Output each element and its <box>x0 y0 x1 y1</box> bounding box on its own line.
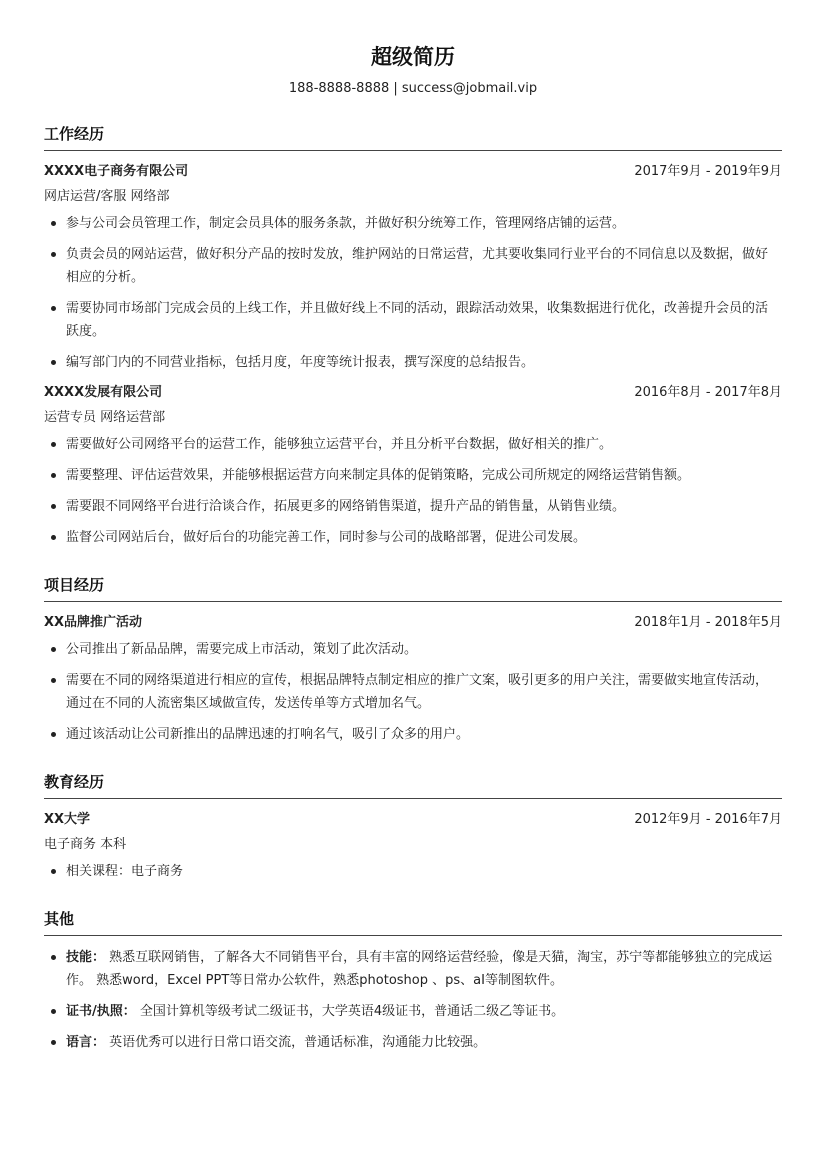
school-name: XX大学 <box>44 812 91 827</box>
education-major: 电子商务 本科 <box>44 837 127 852</box>
education-section-title: 教育经历 <box>44 772 782 799</box>
work-date: 2016年8月 - 2017年8月 <box>634 385 782 400</box>
list-item: 监督公司网站后台，做好后台的功能完善工作，同时参与公司的战略部署，促进公司发展。 <box>66 526 782 549</box>
list-item: 需要做好公司网络平台的运营工作，能够独立运营平台，并且分析平台数据，做好相关的推广。 <box>66 433 782 456</box>
work-bullets <box>44 433 782 549</box>
education-entry <box>44 809 782 883</box>
list-item: 需要在不同的网络渠道进行相应的宣传，根据品牌特点制定相应的推广文案，吸引更多的用户关注，需要做实地宣传活动，通过在不同的人流密集区域做宣传，发送传单等方式增加名气。 <box>66 669 782 715</box>
certificates-label: 证书/执照： <box>66 1004 136 1019</box>
project-date: 2018年1月 - 2018年5月 <box>634 615 782 630</box>
project-bullets <box>44 638 782 746</box>
education-bullets <box>44 860 782 883</box>
list-item <box>66 1031 782 1054</box>
project-entry <box>44 612 782 746</box>
other-bullets <box>44 946 782 1054</box>
other-section-title: 其他 <box>44 909 782 936</box>
certificates-text: 全国计算机等级考试二级证书，大学英语4级证书，普通话二级乙等证书。 <box>135 1004 565 1019</box>
project-section <box>44 575 782 746</box>
list-item: 参与公司会员管理工作，制定会员具体的服务条款，并做好积分统筹工作，管理网络店铺的运营。 <box>66 212 782 235</box>
project-name: XX品牌推广活动 <box>44 615 143 630</box>
language-text: 英语优秀可以进行日常口语交流，普通话标准，沟通能力比较强。 <box>105 1035 487 1050</box>
education-section <box>44 772 782 883</box>
resume-name: 超级简历 <box>371 45 455 69</box>
work-section <box>44 124 782 549</box>
other-section <box>44 909 782 1054</box>
list-item: 需要协同市场部门完成会员的上线工作，并且做好线上不同的活动，跟踪活动效果，收集数据进行优化，改善提升会员的活跃度。 <box>66 297 782 343</box>
list-item <box>66 1000 782 1023</box>
company-name: XXXX发展有限公司 <box>44 385 163 400</box>
work-bullets <box>44 212 782 374</box>
list-item: 公司推出了新品品牌，需要完成上市活动，策划了此次活动。 <box>66 638 782 661</box>
work-date: 2017年9月 - 2019年9月 <box>634 164 782 179</box>
language-label: 语言： <box>66 1035 106 1050</box>
list-item: 通过该活动让公司新推出的品牌迅速的打响名气，吸引了众多的用户。 <box>66 723 782 746</box>
list-item: 相关课程：电子商务 <box>66 860 782 883</box>
list-item <box>66 946 782 992</box>
work-section-title: 工作经历 <box>44 124 782 151</box>
skills-text: 熟悉互联网销售，了解各大不同销售平台，具有丰富的网络运营经验，像是天猫，淘宝，苏宁等都能够独立的完成运作。 熟悉word，Excel PPT等日常办公软件，熟悉photoshop 、ps、aI等制图软件。 <box>66 950 773 988</box>
project-section-title: 项目经历 <box>44 575 782 602</box>
education-date: 2012年9月 - 2016年7月 <box>634 812 782 827</box>
contact-info: 188-8888-8888 | success@jobmail.vip <box>288 81 538 96</box>
work-entry <box>44 382 782 549</box>
work-role: 运营专员 网络运营部 <box>44 410 166 425</box>
company-name: XXXX电子商务有限公司 <box>44 164 189 179</box>
list-item: 编写部门内的不同营业指标，包括月度，年度等统计报表，撰写深度的总结报告。 <box>66 351 782 374</box>
list-item: 需要跟不同网络平台进行洽谈合作，拓展更多的网络销售渠道，提升产品的销售量，从销售业绩。 <box>66 495 782 518</box>
work-entry <box>44 161 782 374</box>
work-role: 网店运营/客服 网络部 <box>44 189 170 204</box>
list-item: 需要整理、评估运营效果，并能够根据运营方向来制定具体的促销策略，完成公司所规定的网络运营销售额。 <box>66 464 782 487</box>
list-item: 负责会员的网站运营，做好积分产品的按时发放，维护网站的日常运营，尤其要收集同行业平台的不同信息以及数据，做好相应的分析。 <box>66 243 782 289</box>
skills-label: 技能： <box>66 950 106 965</box>
